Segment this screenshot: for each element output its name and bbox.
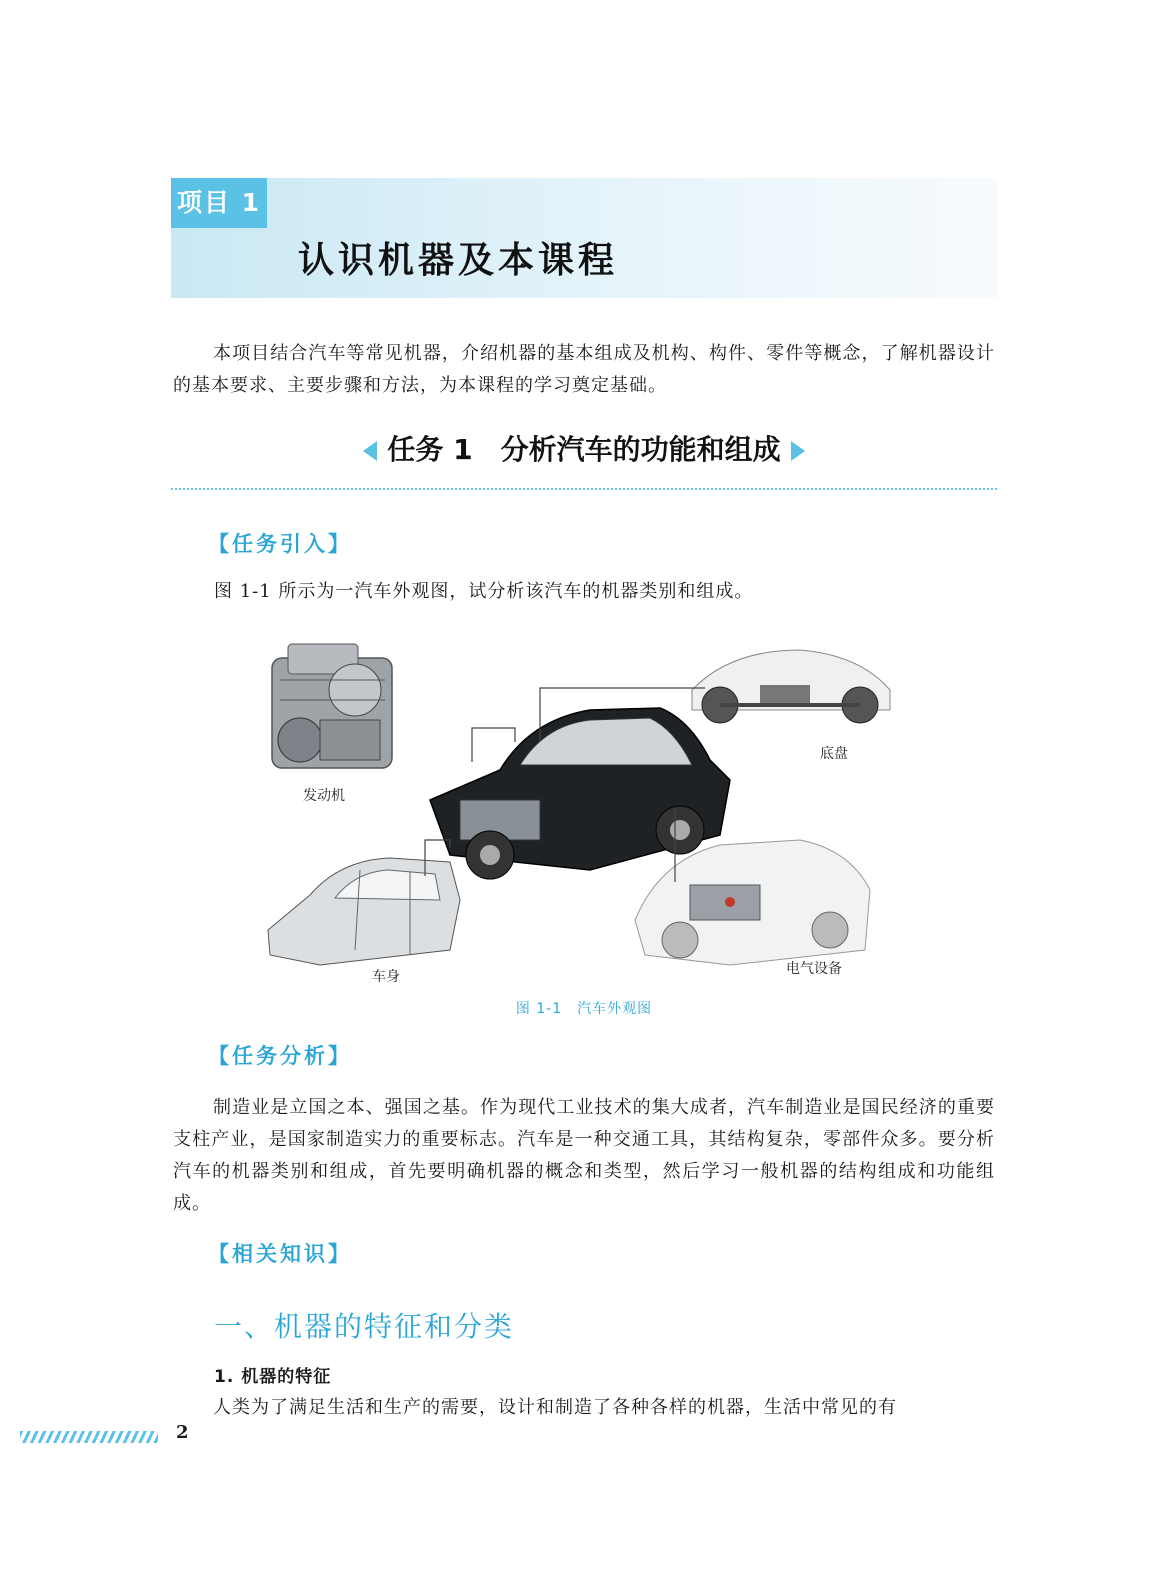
electrical-illustration bbox=[635, 840, 870, 965]
triangle-right-icon bbox=[791, 441, 805, 461]
section-title: 一、机器的特征和分类 bbox=[214, 1310, 515, 1343]
task-analysis-text: 制造业是立国之本、强国之基。作为现代工业技术的集大成者，汽车制造业是国民经济的重要支柱产业，是国家制造实力的重要标志。汽车是一种交通工具，其结构复杂，零部件众多。要分析汽车的机器类别和组成，首先要明确机器的概念和类型，然后学习一般机器的结构组成和功能组成。 bbox=[173, 1097, 995, 1214]
project-tag: 项目 1 bbox=[171, 178, 267, 228]
page-number: 2 bbox=[176, 1422, 189, 1443]
footer-stripe bbox=[20, 1431, 158, 1443]
task-intro-text: 图 1-1 所示为一汽车外观图，试分析该汽车的机器类别和组成。 bbox=[214, 581, 754, 602]
car-figure bbox=[260, 630, 900, 990]
main-car-illustration bbox=[430, 708, 730, 879]
label-chassis: 底盘 bbox=[820, 746, 848, 762]
car-illustration bbox=[260, 630, 900, 990]
section-text: 人类为了满足生活和生产的需要，设计和制造了各种各样的机器，生活中常见的有 bbox=[213, 1397, 897, 1418]
section-subtitle: 1. 机器的特征 bbox=[214, 1367, 332, 1387]
triangle-left-icon bbox=[363, 441, 377, 461]
related-knowledge-heading: 【相关知识】 bbox=[208, 1242, 352, 1266]
label-electrical: 电气设备 bbox=[786, 961, 842, 977]
task-intro-heading: 【任务引入】 bbox=[208, 532, 352, 556]
task-number: 任务 1 bbox=[387, 433, 473, 466]
label-body: 车身 bbox=[372, 969, 400, 985]
body-illustration bbox=[268, 858, 460, 965]
task-analysis-heading: 【任务分析】 bbox=[208, 1044, 352, 1068]
intro-paragraph: 本项目结合汽车等常见机器，介绍机器的基本组成及机构、构件、零件等概念，了解机器设计的基本要求、主要步骤和方法，为本课程的学习奠定基础。 bbox=[173, 343, 995, 396]
label-engine: 发动机 bbox=[303, 788, 345, 804]
chassis-illustration bbox=[692, 650, 890, 723]
dotted-divider bbox=[171, 488, 997, 490]
project-title: 认识机器及本课程 bbox=[298, 240, 619, 281]
task-heading bbox=[171, 428, 997, 472]
task-title: 分析汽车的功能和组成 bbox=[500, 433, 781, 466]
figure-caption: 图 1-1 汽车外观图 bbox=[515, 1001, 653, 1017]
engine-illustration bbox=[272, 644, 392, 768]
